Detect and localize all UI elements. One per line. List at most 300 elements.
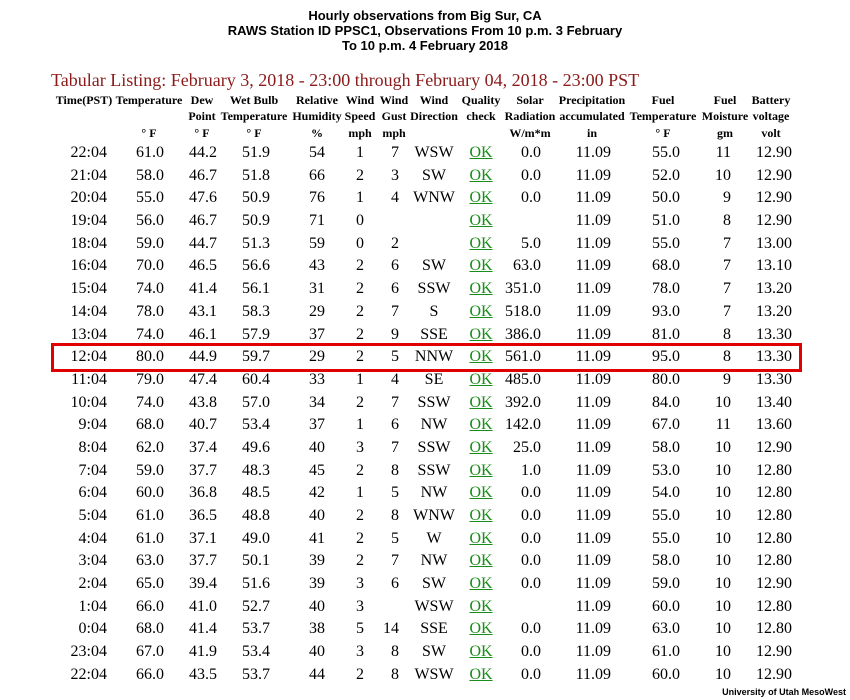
wind-speed-cell: 1 [356, 484, 364, 502]
dew-point-cell: 46.7 [189, 166, 217, 184]
unit-wet-bulb: ° F [246, 126, 262, 140]
wind-direction-cell: NW [420, 552, 448, 570]
fuel-moisture-cell: 10 [715, 166, 731, 184]
wind-direction-cell: SSW [417, 438, 451, 456]
fuel-temp-cell: 81.0 [652, 325, 680, 343]
fuel-moisture-cell: 10 [715, 484, 731, 502]
quality-ok-link[interactable]: OK [469, 416, 493, 434]
wind-gust-cell: 8 [391, 507, 399, 524]
dew-point-cell: 43.5 [189, 665, 217, 683]
temperature-cell: 66.0 [136, 597, 164, 615]
table-row [0, 346, 850, 369]
table-row [0, 165, 850, 188]
quality-ok-link[interactable]: OK [469, 257, 493, 275]
battery-cell: 12.90 [756, 166, 792, 184]
table-row [0, 528, 850, 551]
header-moisture: Moisture [701, 109, 749, 123]
temperature-cell: 78.0 [136, 302, 164, 320]
time-cell: 0:04 [78, 620, 107, 638]
quality-ok-link[interactable]: OK [469, 461, 493, 479]
observations-table [0, 142, 850, 687]
battery-cell: 12.80 [756, 507, 792, 524]
header-voltage: voltage [752, 109, 790, 123]
wind-gust-cell: 4 [391, 370, 399, 388]
precipitation-cell: 11.09 [575, 257, 611, 275]
precipitation-cell: 11.09 [575, 461, 611, 479]
wind-direction-cell: SE [424, 370, 444, 388]
dew-point-cell: 44.7 [189, 234, 217, 252]
solar-cell: 386.0 [505, 325, 541, 343]
wind-gust-cell: 7 [391, 438, 399, 456]
wet-bulb-cell: 51.9 [242, 144, 270, 161]
fuel-moisture-cell: 10 [715, 461, 731, 479]
dew-point-cell: 44.9 [189, 348, 217, 366]
precipitation-cell: 11.09 [575, 212, 611, 230]
humidity-cell: 29 [309, 302, 325, 320]
quality-ok-link[interactable]: OK [469, 144, 493, 161]
fuel-moisture-cell: 10 [715, 438, 731, 456]
time-cell: 22:04 [70, 665, 107, 683]
fuel-moisture-cell: 10 [715, 552, 731, 570]
fuel-moisture-cell: 8 [723, 212, 731, 230]
fuel-moisture-cell: 11 [715, 144, 731, 161]
wet-bulb-cell: 51.8 [242, 166, 270, 184]
quality-ok-link[interactable]: OK [469, 280, 493, 298]
wind-gust-cell: 6 [391, 280, 399, 298]
wet-bulb-cell: 49.0 [242, 529, 270, 547]
temperature-cell: 61.0 [136, 144, 164, 161]
fuel-temp-cell: 55.0 [652, 507, 680, 524]
quality-ok-link[interactable]: OK [469, 507, 493, 524]
humidity-cell: 54 [309, 144, 325, 161]
table-row [0, 255, 850, 278]
dew-point-cell: 37.4 [189, 438, 217, 456]
table-row [0, 641, 850, 664]
fuel-moisture-cell: 10 [715, 575, 731, 593]
wet-bulb-cell: 53.7 [242, 665, 270, 683]
fuel-moisture-cell: 8 [723, 348, 731, 366]
solar-cell: 561.0 [505, 348, 541, 366]
wind-direction-cell: SSE [420, 325, 448, 343]
humidity-cell: 37 [309, 416, 325, 434]
time-cell: 15:04 [70, 280, 107, 298]
wind-speed-cell: 3 [356, 438, 364, 456]
humidity-cell: 37 [309, 325, 325, 343]
header-check: check [466, 109, 496, 123]
wet-bulb-cell: 49.6 [242, 438, 270, 456]
wind-speed-cell: 2 [356, 552, 364, 570]
dew-point-cell: 41.0 [189, 597, 217, 615]
fuel-moisture-cell: 10 [715, 529, 731, 547]
wind-speed-cell: 5 [356, 620, 364, 638]
dew-point-cell: 41.4 [189, 620, 217, 638]
fuel-temp-cell: 63.0 [652, 620, 680, 638]
wind-direction-cell: NW [420, 484, 448, 502]
quality-ok-link[interactable]: OK [469, 484, 493, 502]
wind-gust-cell: 14 [383, 620, 399, 638]
battery-cell: 13.20 [756, 280, 792, 298]
humidity-cell: 40 [309, 507, 325, 524]
dew-point-cell: 37.7 [189, 461, 217, 479]
table-row [0, 482, 850, 505]
wind-speed-cell: 2 [356, 507, 364, 524]
header-wind-direction: Wind [419, 93, 449, 107]
battery-cell: 13.30 [756, 325, 792, 343]
dew-point-cell: 46.5 [189, 257, 217, 275]
solar-cell: 142.0 [505, 416, 541, 434]
quality-ok-link[interactable]: OK [469, 348, 493, 366]
wind-speed-cell: 2 [356, 393, 364, 411]
quality-ok-link[interactable]: OK [469, 575, 493, 593]
table-row [0, 278, 850, 301]
time-cell: 6:04 [78, 484, 107, 502]
wind-direction-cell: SW [422, 166, 446, 184]
wind-direction-cell: WNW [413, 507, 455, 524]
table-row [0, 369, 850, 392]
quality-ok-link[interactable]: OK [469, 393, 493, 411]
precipitation-cell: 11.09 [575, 370, 611, 388]
wet-bulb-cell: 57.0 [242, 393, 270, 411]
quality-ok-link[interactable]: OK [469, 189, 493, 207]
quality-ok-link[interactable]: OK [469, 370, 493, 388]
table-row [0, 301, 850, 324]
battery-cell: 12.80 [756, 529, 792, 547]
precipitation-cell: 11.09 [575, 416, 611, 434]
wind-speed-cell: 3 [356, 643, 364, 661]
fuel-temp-cell: 67.0 [652, 416, 680, 434]
listing-title: Tabular Listing: February 3, 2018 - 23:00 through February 04, 2018 - 23:00 PST [51, 70, 640, 90]
humidity-cell: 43 [309, 257, 325, 275]
solar-cell: 0.0 [521, 507, 541, 524]
temperature-cell: 56.0 [136, 212, 164, 230]
quality-ok-link[interactable]: OK [469, 302, 493, 320]
humidity-cell: 29 [309, 348, 325, 366]
quality-ok-link[interactable]: OK [469, 529, 493, 547]
temperature-cell: 63.0 [136, 552, 164, 570]
wet-bulb-cell: 48.8 [242, 507, 270, 524]
wet-bulb-cell: 58.3 [242, 302, 270, 320]
battery-cell: 12.80 [756, 484, 792, 502]
temperature-cell: 62.0 [136, 438, 164, 456]
wind-speed-cell: 1 [356, 189, 364, 207]
time-cell: 18:04 [70, 234, 107, 252]
fuel-temp-cell: 68.0 [652, 257, 680, 275]
fuel-temp-cell: 55.0 [652, 529, 680, 547]
wind-gust-cell: 6 [391, 575, 399, 593]
wet-bulb-cell: 50.9 [242, 189, 270, 207]
table-row [0, 392, 850, 415]
wet-bulb-cell: 51.3 [242, 234, 270, 252]
time-cell: 8:04 [78, 438, 107, 456]
fuel-moisture-cell: 11 [715, 416, 731, 434]
fuel-temp-cell: 59.0 [652, 575, 680, 593]
precipitation-cell: 11.09 [575, 552, 611, 570]
precipitation-cell: 11.09 [575, 348, 611, 366]
fuel-temp-cell: 55.0 [652, 144, 680, 161]
fuel-temp-cell: 60.0 [652, 597, 680, 615]
credit-text: University of Utah MesoWest [722, 687, 846, 697]
wind-gust-cell: 6 [391, 416, 399, 434]
dew-point-cell: 40.7 [189, 416, 217, 434]
title-line-1: Hourly observations from Big Sur, CA [308, 8, 542, 23]
table-row [0, 142, 850, 165]
table-row [0, 664, 850, 687]
wet-bulb-cell: 48.5 [242, 484, 270, 502]
humidity-cell: 40 [309, 643, 325, 661]
unit-precipitation: in [586, 126, 598, 140]
quality-ok-link[interactable]: OK [469, 552, 493, 570]
unit-dew-point: ° F [194, 126, 210, 140]
quality-ok-link[interactable]: OK [469, 325, 493, 343]
fuel-temp-cell: 61.0 [652, 643, 680, 661]
fuel-moisture-cell: 9 [723, 189, 731, 207]
wind-speed-cell: 2 [356, 529, 364, 547]
temperature-cell: 74.0 [136, 325, 164, 343]
wind-direction-cell: SSW [417, 393, 451, 411]
humidity-cell: 33 [309, 370, 325, 388]
fuel-moisture-cell: 7 [723, 234, 731, 252]
wind-direction-cell: NW [420, 416, 448, 434]
wind-speed-cell: 2 [356, 257, 364, 275]
wind-gust-cell: 8 [391, 461, 399, 479]
temperature-cell: 61.0 [136, 529, 164, 547]
temperature-cell: 79.0 [136, 370, 164, 388]
header-temperature-2: Temperature [220, 109, 288, 123]
temperature-cell: 66.0 [136, 665, 164, 683]
battery-cell: 13.40 [756, 393, 792, 411]
unit-solar: W/m*m [509, 126, 551, 140]
solar-cell: 0.0 [521, 189, 541, 207]
table-row [0, 437, 850, 460]
time-cell: 3:04 [78, 552, 107, 570]
precipitation-cell: 11.09 [575, 665, 611, 683]
solar-cell: 1.0 [521, 461, 541, 479]
wind-speed-cell: 0 [356, 212, 364, 230]
fuel-temp-cell: 60.0 [652, 665, 680, 683]
table-row [0, 618, 850, 641]
time-cell: 11:04 [71, 370, 107, 388]
fuel-moisture-cell: 10 [715, 620, 731, 638]
fuel-moisture-cell: 10 [715, 393, 731, 411]
time-cell: 7:04 [78, 461, 107, 479]
time-cell: 1:04 [78, 597, 107, 615]
time-cell: 20:04 [70, 189, 107, 207]
precipitation-cell: 11.09 [575, 166, 611, 184]
temperature-cell: 65.0 [136, 575, 164, 593]
header-gust: Gust [381, 109, 407, 123]
solar-cell: 0.0 [521, 144, 541, 161]
unit-wind-gust: mph [382, 126, 406, 140]
time-cell: 14:04 [70, 302, 107, 320]
table-row [0, 324, 850, 347]
wind-speed-cell: 1 [356, 370, 364, 388]
wet-bulb-cell: 53.4 [242, 416, 270, 434]
wind-gust-cell: 4 [391, 189, 399, 207]
wind-speed-cell: 1 [356, 144, 364, 161]
humidity-cell: 59 [309, 234, 325, 252]
fuel-temp-cell: 84.0 [652, 393, 680, 411]
wind-direction-cell: WSW [414, 144, 454, 161]
solar-cell: 0.0 [521, 665, 541, 683]
header-battery: Battery [751, 93, 791, 107]
wind-speed-cell: 2 [356, 302, 364, 320]
quality-ok-link[interactable]: OK [469, 234, 493, 252]
wind-gust-cell: 7 [391, 302, 399, 320]
humidity-cell: 71 [309, 212, 325, 230]
battery-cell: 13.60 [756, 416, 792, 434]
quality-ok-link[interactable]: OK [469, 620, 493, 638]
temperature-cell: 60.0 [136, 484, 164, 502]
wind-speed-cell: 1 [356, 416, 364, 434]
battery-cell: 13.20 [756, 302, 792, 320]
solar-cell: 0.0 [521, 552, 541, 570]
wet-bulb-cell: 53.4 [242, 643, 270, 661]
fuel-temp-cell: 78.0 [652, 280, 680, 298]
unit-fuel-moisture: gm [717, 126, 733, 140]
battery-cell: 12.80 [756, 552, 792, 570]
fuel-temp-cell: 58.0 [652, 552, 680, 570]
header-humidity: Humidity [292, 109, 342, 123]
time-cell: 21:04 [70, 166, 107, 184]
wind-speed-cell: 0 [356, 234, 364, 252]
time-cell: 19:04 [70, 212, 107, 230]
quality-ok-link[interactable]: OK [469, 166, 493, 184]
unit-wind-speed: mph [348, 126, 372, 140]
time-cell: 13:04 [70, 325, 107, 343]
dew-point-cell: 47.6 [189, 189, 217, 207]
wind-speed-cell: 2 [356, 325, 364, 343]
precipitation-cell: 11.09 [575, 620, 611, 638]
wind-speed-cell: 2 [356, 280, 364, 298]
table-row [0, 550, 850, 573]
header-temperature: Temperature [115, 93, 183, 107]
humidity-cell: 45 [309, 461, 325, 479]
wet-bulb-cell: 60.4 [242, 370, 270, 388]
wet-bulb-cell: 52.7 [242, 597, 270, 615]
precipitation-cell: 11.09 [575, 325, 611, 343]
wind-direction-cell: S [429, 302, 439, 320]
solar-cell: 485.0 [505, 370, 541, 388]
humidity-cell: 34 [309, 393, 325, 411]
wind-gust-cell: 3 [391, 166, 399, 184]
temperature-cell: 80.0 [136, 348, 164, 366]
battery-cell: 12.90 [756, 189, 792, 207]
dew-point-cell: 43.1 [189, 302, 217, 320]
fuel-moisture-cell: 10 [715, 597, 731, 615]
fuel-temp-cell: 95.0 [652, 348, 680, 366]
humidity-cell: 31 [309, 280, 325, 298]
humidity-cell: 39 [309, 552, 325, 570]
header-wind-speed: Wind [345, 93, 375, 107]
wet-bulb-cell: 59.7 [242, 348, 270, 366]
fuel-moisture-cell: 8 [723, 325, 731, 343]
precipitation-cell: 11.09 [575, 234, 611, 252]
header-accumulated: accumulated [559, 109, 625, 123]
wind-gust-cell: 7 [391, 393, 399, 411]
table-row [0, 210, 850, 233]
dew-point-cell: 44.2 [189, 144, 217, 161]
humidity-cell: 41 [309, 529, 325, 547]
table-row [0, 233, 850, 256]
wind-direction-cell: SSW [417, 461, 451, 479]
dew-point-cell: 37.7 [189, 552, 217, 570]
wind-direction-cell: SW [422, 575, 446, 593]
time-cell: 5:04 [78, 507, 107, 524]
fuel-temp-cell: 93.0 [652, 302, 680, 320]
fuel-moisture-cell: 9 [723, 370, 731, 388]
quality-ok-link[interactable]: OK [469, 643, 493, 661]
temperature-cell: 74.0 [136, 393, 164, 411]
precipitation-cell: 11.09 [575, 597, 611, 615]
unit-humidity: % [311, 126, 323, 140]
wet-bulb-cell: 50.9 [242, 212, 270, 230]
title-line-3: To 10 p.m. 4 February 2018 [342, 38, 508, 53]
solar-cell: 0.0 [521, 166, 541, 184]
solar-cell: 63.0 [513, 257, 541, 275]
wet-bulb-cell: 50.1 [242, 552, 270, 570]
header-precipitation: Precipitation [558, 93, 626, 107]
wind-speed-cell: 2 [356, 665, 364, 683]
wind-gust-cell: 6 [391, 257, 399, 275]
temperature-cell: 68.0 [136, 620, 164, 638]
dew-point-cell: 46.7 [189, 212, 217, 230]
precipitation-cell: 11.09 [575, 393, 611, 411]
battery-cell: 12.90 [756, 438, 792, 456]
fuel-temp-cell: 58.0 [652, 438, 680, 456]
temperature-cell: 59.0 [136, 234, 164, 252]
dew-point-cell: 37.1 [189, 529, 217, 547]
wind-direction-cell: SW [422, 643, 446, 661]
header-wet-bulb: Wet Bulb [229, 93, 279, 107]
quality-ok-link[interactable]: OK [469, 212, 493, 230]
temperature-cell: 70.0 [136, 257, 164, 275]
wet-bulb-cell: 48.3 [242, 461, 270, 479]
wind-gust-cell: 5 [391, 484, 399, 502]
solar-cell: 351.0 [505, 280, 541, 298]
wind-speed-cell: 2 [356, 348, 364, 366]
battery-cell: 12.90 [756, 212, 792, 230]
battery-cell: 13.10 [756, 257, 792, 275]
wind-direction-cell: SSE [420, 620, 448, 638]
temperature-cell: 59.0 [136, 461, 164, 479]
quality-ok-link[interactable]: OK [469, 438, 493, 456]
wind-gust-cell: 9 [391, 325, 399, 343]
wet-bulb-cell: 57.9 [242, 325, 270, 343]
fuel-temp-cell: 52.0 [652, 166, 680, 184]
solar-cell: 0.0 [521, 484, 541, 502]
temperature-cell: 74.0 [136, 280, 164, 298]
time-cell: 16:04 [70, 257, 107, 275]
title-line-2: RAWS Station ID PPSC1, Observations From 10 p.m. 3 February [227, 23, 623, 38]
header-direction: Direction [410, 109, 458, 123]
wind-direction-cell: NNW [414, 348, 454, 366]
wet-bulb-cell: 53.7 [242, 620, 270, 638]
wind-direction-cell: WSW [414, 665, 454, 683]
precipitation-cell: 11.09 [575, 280, 611, 298]
unit-temperature: ° F [141, 126, 157, 140]
precipitation-cell: 11.09 [575, 438, 611, 456]
wet-bulb-cell: 51.6 [242, 575, 270, 593]
wind-gust-cell: 7 [391, 144, 399, 161]
wind-direction-cell: WNW [413, 189, 455, 207]
quality-ok-link[interactable]: OK [469, 597, 493, 615]
wind-gust-cell: 8 [391, 643, 399, 661]
wind-gust-cell: 8 [391, 665, 399, 683]
fuel-moisture-cell: 7 [723, 280, 731, 298]
quality-ok-link[interactable]: OK [469, 665, 493, 683]
solar-cell: 5.0 [521, 234, 541, 252]
header-temperature-3: Temperature [629, 109, 697, 123]
